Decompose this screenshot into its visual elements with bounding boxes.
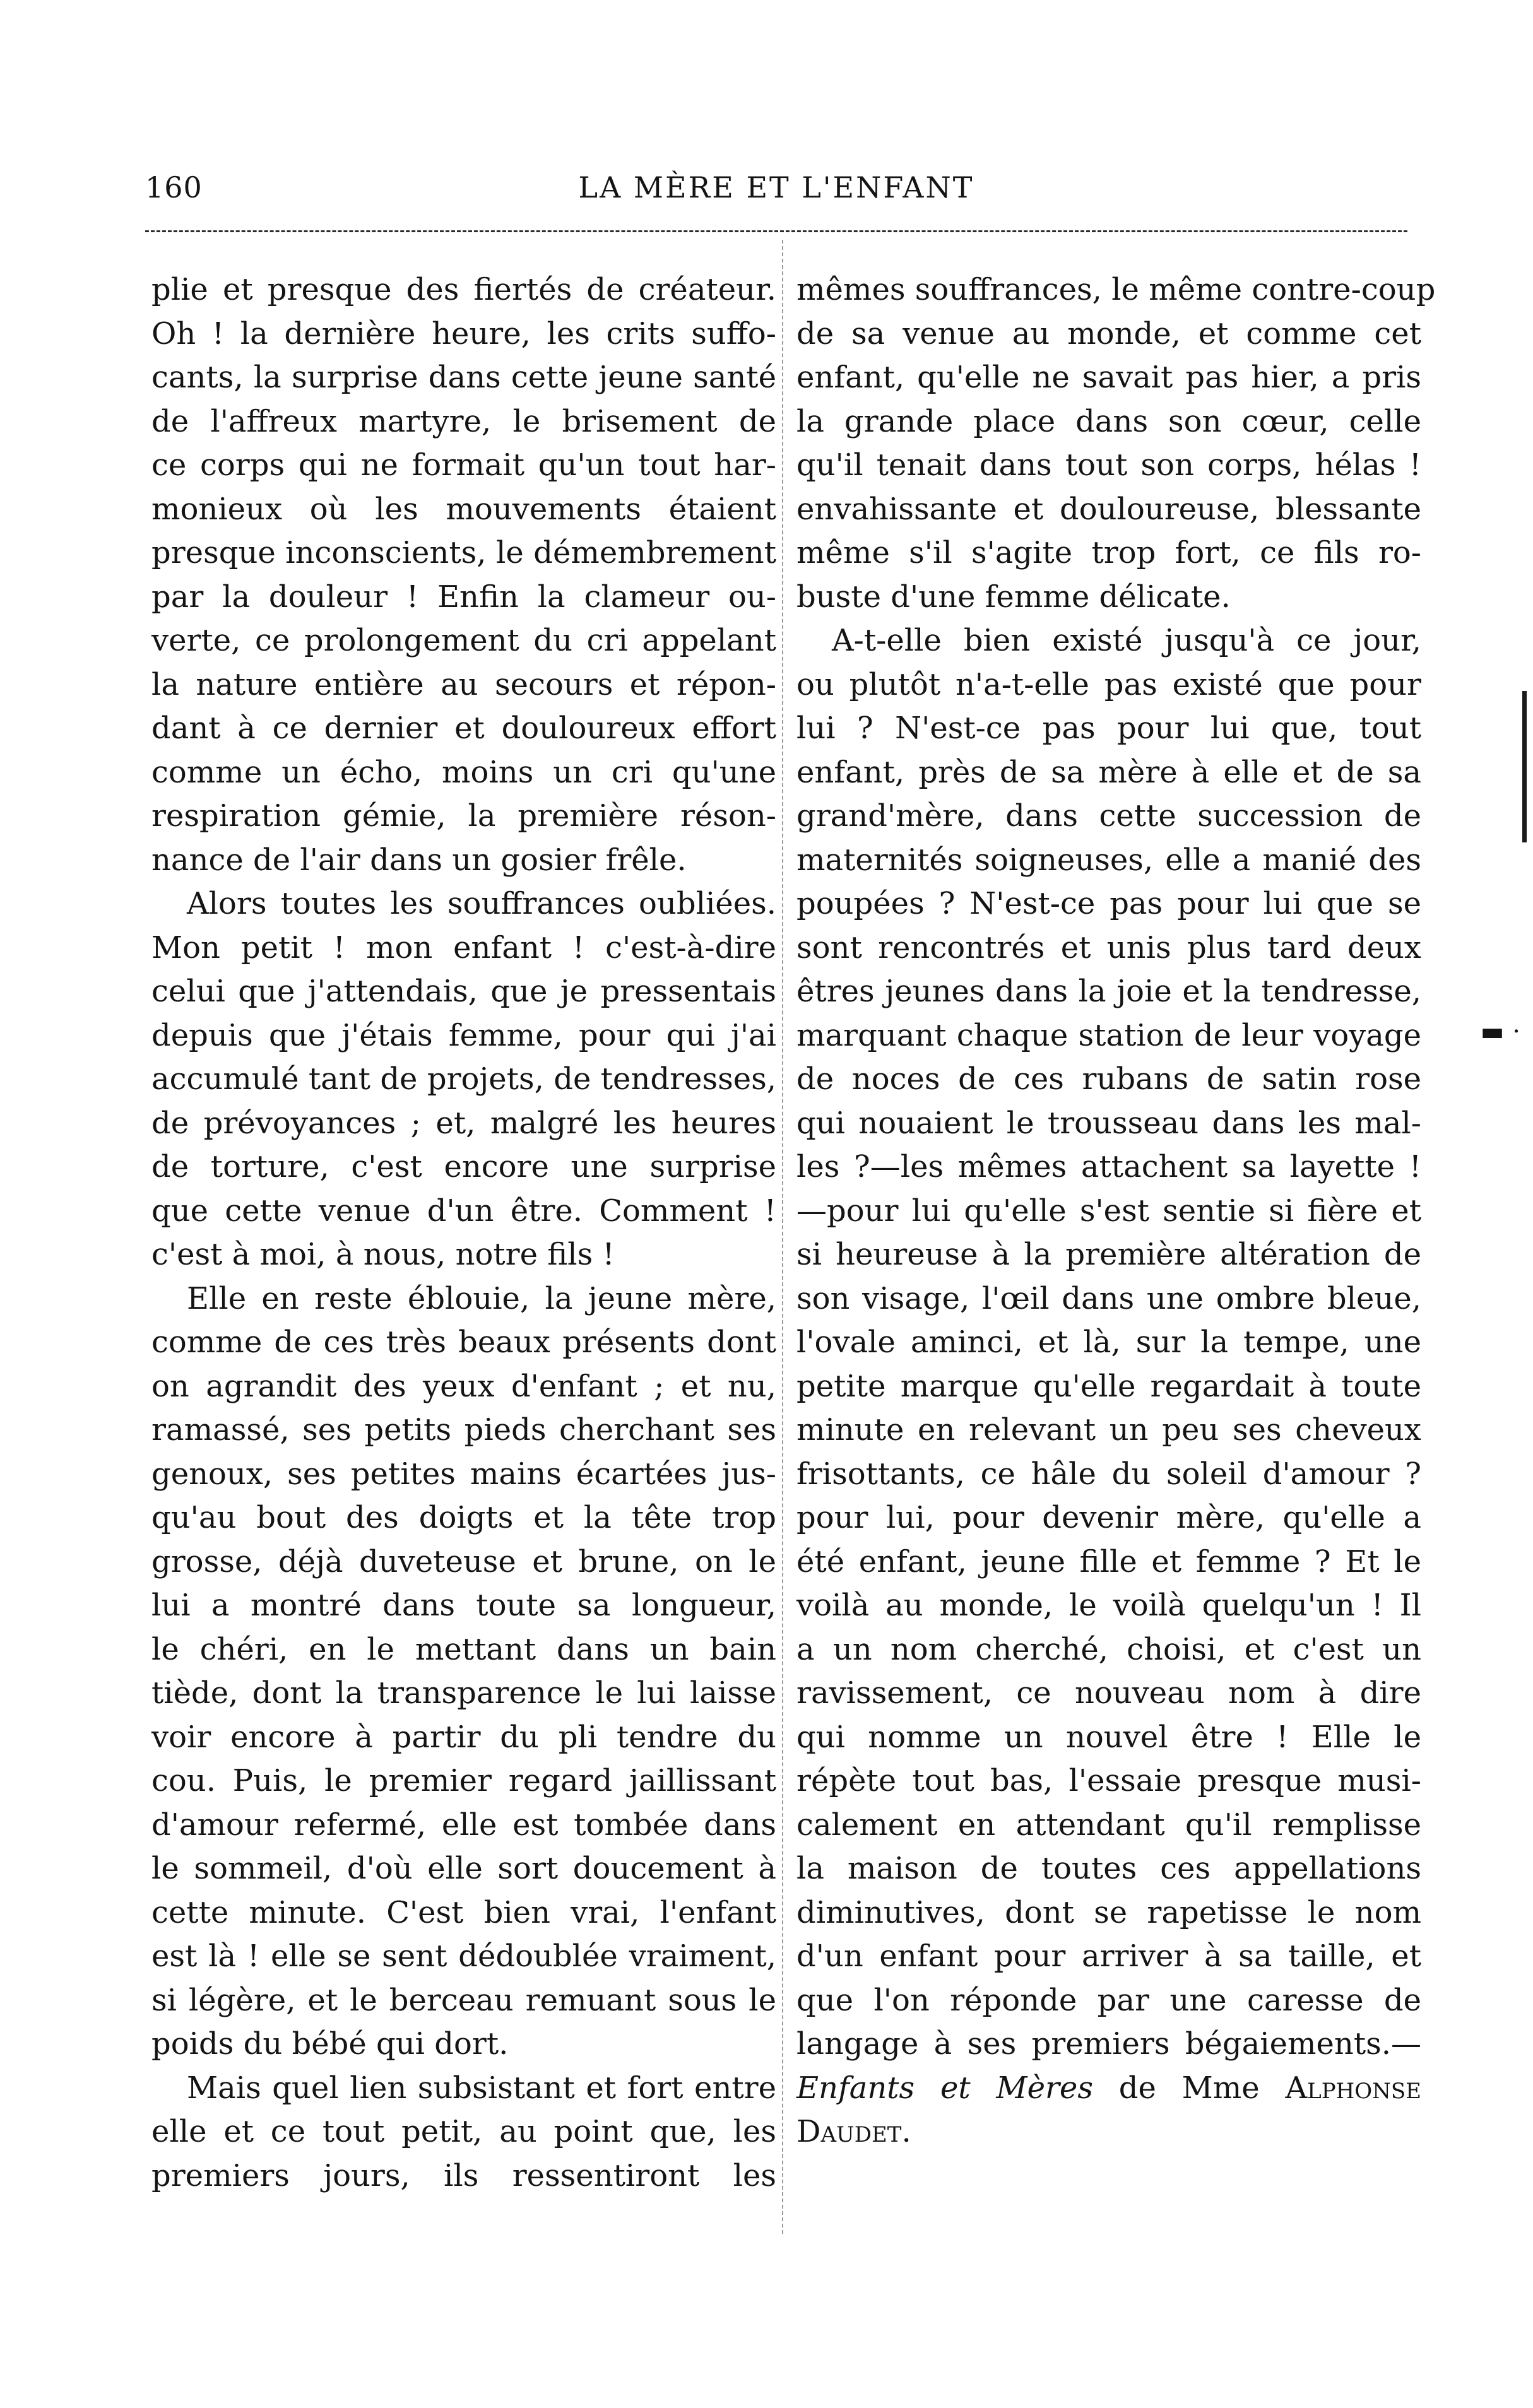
text-line: de prévoyances ; et, malgré les heures [151, 1105, 776, 1141]
text-line: les ?—les mêmes attachent sa layette ! [796, 1149, 1421, 1184]
text-line: Alors toutes les souffrances oubliées. [187, 886, 776, 921]
text-line: ravissement, ce nouveau nom à dire [796, 1675, 1421, 1711]
text-line: êtres jeunes dans la joie et la tendresse, [796, 974, 1421, 1009]
text-line: si légère, et le berceau remuant sous le [151, 1982, 776, 2018]
text-line: a un nom cherché, choisi, et c'est un [796, 1631, 1421, 1667]
text-line: comme de ces très beaux présents dont [151, 1325, 776, 1360]
text-line: son visage, l'œil dans une ombre bleue, [796, 1280, 1421, 1316]
text-line: cette minute. C'est bien vrai, l'enfant [151, 1894, 776, 1930]
text-line: premiers jours, ils ressentiront les [151, 2157, 776, 2193]
text-line: envahissante et douloureuse, blessante [796, 491, 1421, 527]
text-line: qu'il tenait dans tout son corps, hélas ! [796, 447, 1421, 483]
text-line: A-t-elle bien existé jusqu'à ce jour, [832, 623, 1421, 658]
text-line: mêmes souffrances, le même contre-coup [796, 272, 1436, 307]
text-line: qui nouaient le trousseau dans les mal- [796, 1105, 1421, 1141]
text-line: cou. Puis, le premier regard jaillissant [151, 1763, 776, 1798]
text-line: maternités soigneuses, elle a manié des [796, 842, 1421, 878]
text-line: été enfant, jeune fille et femme ? Et le [796, 1543, 1421, 1579]
text-line: d'un enfant pour arriver à sa taille, et [796, 1939, 1421, 1974]
attribution-line [796, 2067, 1421, 2111]
text-line: dant à ce dernier et douloureux effort [151, 711, 776, 746]
text-line: petite marque qu'elle regardait à toute [796, 1368, 1421, 1404]
text-line: accumulé tant de projets, de tendresses, [151, 1061, 776, 1097]
text-line: buste d'une femme délicate. [796, 579, 1231, 615]
text-line: est là ! elle se sent dédoublée vraiment, [151, 1939, 776, 1974]
text-line: calement en attendant qu'il remplisse [796, 1807, 1421, 1843]
text-line: que l'on réponde par une caresse de [796, 1982, 1421, 2018]
attribution-author-first: Alphonse [1285, 2070, 1421, 2106]
text-line: la grande place dans son cœur, celle [796, 403, 1421, 439]
text-line: pour lui, pour devenir mère, qu'elle a [796, 1500, 1421, 1535]
text-line: lui a montré dans toute sa longueur, [151, 1588, 776, 1623]
text-line: de l'affreux martyre, le brisement de [151, 403, 776, 439]
text-line: sont rencontrés et unis plus tard deux [796, 930, 1421, 965]
text-line: que cette venue d'un être. Comment ! [151, 1193, 776, 1229]
left-column [151, 268, 776, 2198]
text-line: genoux, ses petites mains écartées jus- [151, 1456, 776, 1492]
attribution-work-title: Enfants et Mères [796, 2070, 1093, 2106]
text-line: de noces de ces rubans de satin rose [796, 1061, 1421, 1097]
text-line: diminutives, dont se rapetisse le nom [796, 1894, 1421, 1930]
text-line: marquant chaque station de leur voyage [796, 1017, 1421, 1053]
text-line: langage à ses premiers bégaiements.— [796, 2026, 1421, 2062]
text-line: le sommeil, d'où elle sort doucement à [151, 1851, 776, 1886]
text-line: respiration gémie, la première réson- [151, 798, 776, 834]
text-line: poupées ? N'est-ce pas pour lui que se [796, 886, 1421, 921]
text-line: enfant, près de sa mère à elle et de sa [796, 754, 1421, 790]
text-line: voir encore à partir du pli tendre du [151, 1719, 776, 1755]
text-line: elle et ce tout petit, au point que, les [151, 2114, 776, 2149]
right-column [796, 268, 1436, 2154]
header-rule [145, 230, 1407, 232]
text-line: plie et presque des fiertés de créateur. [151, 272, 776, 307]
text-line: voilà au monde, le voilà quelqu'un ! Il [796, 1588, 1421, 1623]
attribution-line [796, 2110, 1421, 2154]
attribution-end: . [901, 2114, 911, 2149]
text-line: comme un écho, moins un cri qu'une [151, 754, 776, 790]
text-line: poids du bébé qui dort. [151, 2026, 509, 2062]
text-line: minute en relevant un peu ses cheveux [796, 1412, 1421, 1448]
scan-edge-dash: ▬ · [1480, 1017, 1520, 1046]
text-line: depuis que j'étais femme, pour qui j'ai [151, 1017, 776, 1053]
text-line: de torture, c'est encore une surprise [151, 1149, 776, 1184]
text-line: répète tout bas, l'essaie presque musi- [796, 1763, 1421, 1798]
text-line: qui nomme un nouvel être ! Elle le [796, 1719, 1421, 1755]
text-line: tiède, dont la transparence le lui laisse [151, 1675, 776, 1711]
text-line: d'amour refermé, elle est tombée dans [151, 1807, 776, 1843]
text-line: grosse, déjà duveteuse et brune, on le [151, 1543, 776, 1579]
text-line: ou plutôt n'a-t-elle pas existé que pour [796, 666, 1421, 702]
text-line: le chéri, en le mettant dans un bain [151, 1631, 776, 1667]
text-line: monieux où les mouvements étaient [151, 491, 776, 527]
page-header [145, 170, 1407, 215]
text-line: si heureuse à la première altération de [796, 1237, 1421, 1272]
text-line: grand'mère, dans cette succession de [796, 798, 1421, 834]
text-line: celui que j'attendais, que je pressentais [151, 974, 776, 1009]
text-line: la maison de toutes ces appellations [796, 1851, 1421, 1886]
text-line: cants, la surprise dans cette jeune santé [151, 360, 776, 395]
text-line: lui ? N'est-ce pas pour lui que, tout [796, 711, 1421, 746]
text-line: ramassé, ses petits pieds cherchant ses [151, 1412, 776, 1448]
page-number: 160 [145, 170, 203, 204]
text-line: enfant, qu'elle ne savait pas hier, a pris [796, 360, 1421, 395]
text-line: qu'au bout des doigts et la tête trop [151, 1500, 776, 1535]
text-line: presque inconscients, le démembrement [151, 535, 776, 570]
text-line: Mon petit ! mon enfant ! c'est-à-dire [151, 930, 776, 965]
text-line: ce corps qui ne formait qu'un tout har- [151, 447, 776, 483]
text-line: Mais quel lien subsistant et fort entre [187, 2070, 776, 2106]
running-title: LA MÈRE ET L'ENFANT [578, 170, 974, 204]
text-line: on agrandit des yeux d'enfant ; et nu, [151, 1368, 776, 1404]
text-line: nance de l'air dans un gosier frêle. [151, 842, 687, 878]
text-line: frisottants, ce hâle du soleil d'amour ? [796, 1456, 1421, 1492]
attribution-author-last: Daudet [796, 2114, 902, 2149]
text-line: c'est à moi, à nous, notre fils ! [151, 1237, 615, 1272]
text-line: de sa venue au monde, et comme cet [796, 316, 1421, 351]
text-line: même s'il s'agite trop fort, ce fils ro- [796, 535, 1421, 570]
text-line: par la douleur ! Enfin la clameur ou- [151, 579, 776, 615]
text-line: la nature entière au secours et répon- [151, 666, 776, 702]
scan-edge-mark [1522, 691, 1527, 842]
column-gutter-mark [782, 240, 783, 2234]
text-line: —pour lui qu'elle s'est sentie si fière et [796, 1193, 1421, 1229]
text-line: Elle en reste éblouie, la jeune mère, [187, 1280, 776, 1316]
text-line: Oh ! la dernière heure, les crits suffo- [151, 316, 776, 351]
text-line: verte, ce prolongement du cri appelant [151, 623, 776, 658]
attribution-connector: de Mme [1092, 2070, 1286, 2106]
text-line: l'ovale aminci, et là, sur la tempe, une [796, 1325, 1421, 1360]
